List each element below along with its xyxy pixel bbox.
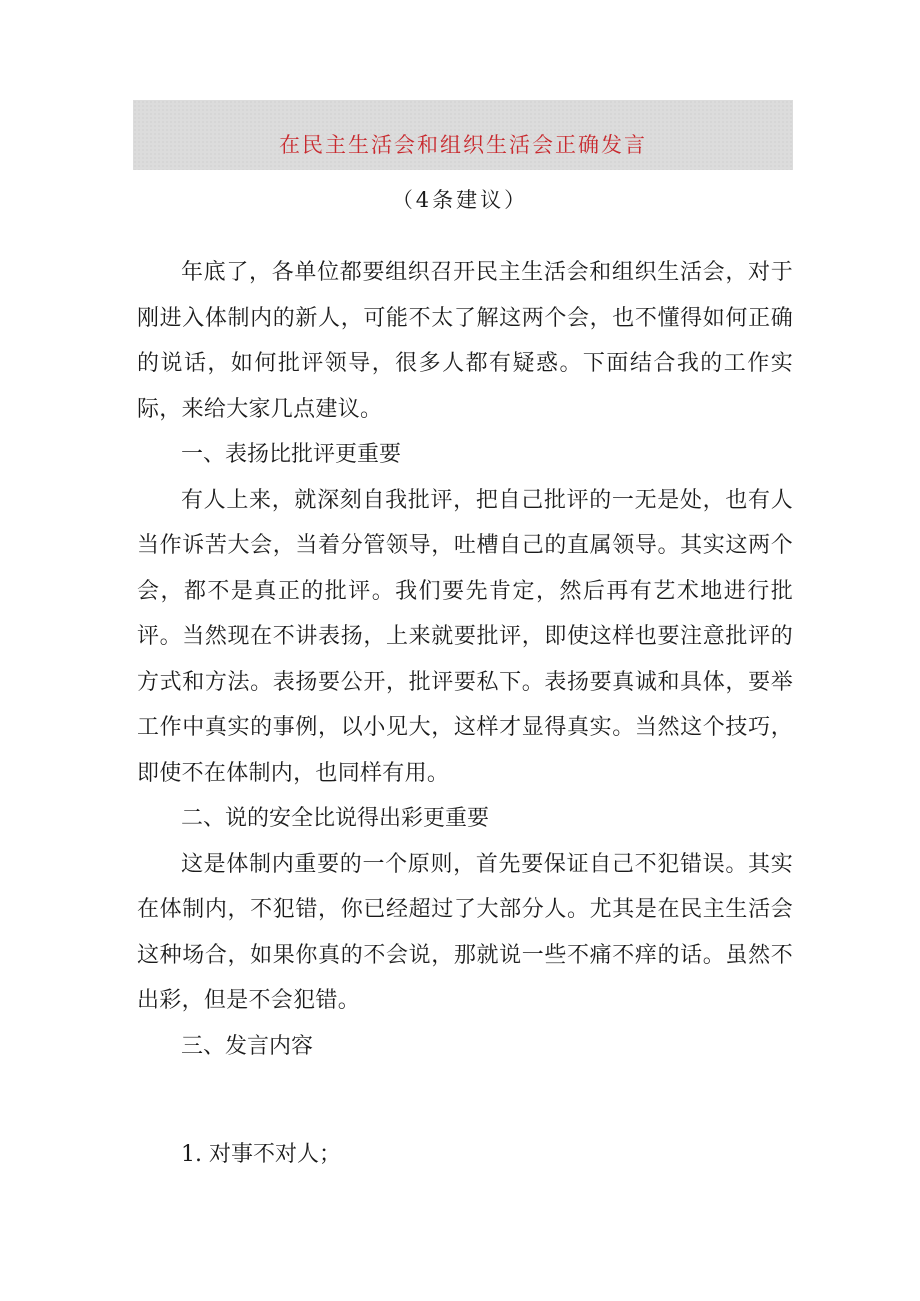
document-body	[137, 250, 793, 1069]
document-subtitle: （4条建议）	[391, 188, 529, 212]
section-heading-1: 一、表扬比批评更重要	[181, 442, 402, 467]
section-paragraph-2: 这是体制内重要的一个原则，首先要保证自己不犯错误。其实在体制内，不犯错，你已经超过了大部分人。尤其是在民主生活会这种场合，如果你真的不会说，那就说一些不痛不痒的话。虽然不出彩，但是不会犯错。	[137, 851, 793, 1013]
section-heading-3: 三、发言内容	[181, 1033, 314, 1059]
document-title: 在民主生活会和组织生活会正确发言	[279, 133, 647, 157]
section-paragraph-1: 有人上来，就深刻自我批评，把自己批评的一无是处，也有人当作诉苦大会，当着分管领导，吐槽自己的直属领导。其实这两个会，都不是真正的批评。我们要先肯定，然后再有艺术地进行批评。当然现在不讲表扬，上来就要批评，即使这样也要注意批评的方式和方法。表扬要公开，批评要私下。表扬要真诚和具体，要举工作中真实的事例，以小见大，这样才显得真实。当然这个技巧，即使不在体制内，也同样有用。	[137, 487, 793, 786]
title-banner	[133, 100, 793, 170]
list-item-1: 1. 对事不对人；	[181, 1142, 341, 1167]
intro-paragraph: 年底了，各单位都要组织召开民主生活会和组织生活会，对于刚进入体制内的新人，可能不太了解这两个会，也不懂得如何正确的说话，如何批评领导，很多人都有疑惑。下面结合我的工作实际，来给大家几点建议。	[137, 260, 793, 422]
section-heading-2: 二、说的安全比说得出彩更重要	[181, 806, 490, 831]
